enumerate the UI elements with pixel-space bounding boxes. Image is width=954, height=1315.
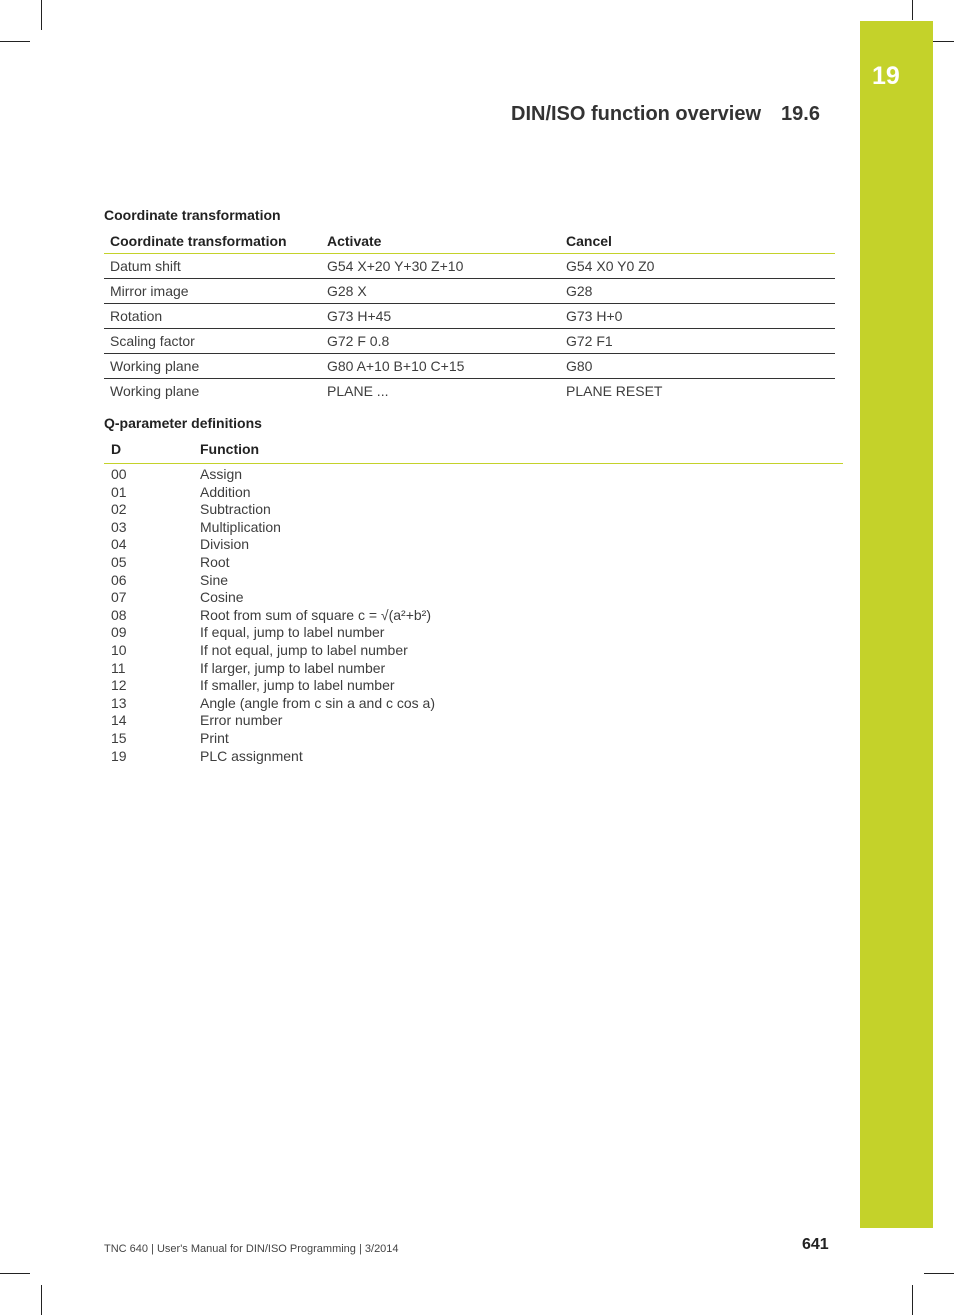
d-code: 13 <box>111 694 127 711</box>
d-code: 03 <box>111 518 127 535</box>
d-code: 19 <box>111 747 127 764</box>
table-cell: G80 <box>560 354 835 379</box>
d-code: 02 <box>111 501 127 518</box>
footer-text: TNC 640 | User's Manual for DIN/ISO Programming | 3/2014 <box>104 1243 399 1255</box>
table-cell: G54 X0 Y0 Z0 <box>560 254 835 279</box>
list-item <box>104 712 843 730</box>
d-code: 09 <box>111 624 127 641</box>
table-cell: PLANE RESET <box>566 383 663 399</box>
list-item <box>104 677 843 695</box>
coordinate-heading: Coordinate transformation <box>104 207 281 223</box>
table-cell: G72 F 0.8 <box>321 329 560 354</box>
crop-mark <box>41 0 42 30</box>
function-name: Division <box>200 536 250 553</box>
table-row <box>104 354 835 379</box>
list-item <box>104 660 843 678</box>
header-title: DIN/ISO function overview <box>511 103 762 125</box>
table-row <box>104 329 835 354</box>
function-name: Cosine <box>200 589 244 606</box>
d-code: 05 <box>111 553 127 570</box>
d-code: 14 <box>111 712 127 729</box>
list-item <box>104 572 843 590</box>
list-item <box>104 554 843 572</box>
column-header: Cancel <box>560 228 835 254</box>
function-name: Multiplication <box>200 518 281 535</box>
function-name: Assign <box>200 466 243 482</box>
function-name: PLC assignment <box>200 747 303 764</box>
crop-mark <box>0 1273 30 1274</box>
d-code: 11 <box>111 659 126 676</box>
table-cell: Scaling factor <box>104 329 321 354</box>
table-cell: Working plane <box>104 354 321 379</box>
table-cell: Mirror image <box>104 279 321 304</box>
list-item <box>104 536 843 554</box>
list-item <box>104 748 843 766</box>
d-code: 04 <box>111 536 127 553</box>
list-item <box>104 519 843 537</box>
function-name: Addition <box>200 483 251 500</box>
table-cell: G28 <box>560 279 835 304</box>
header-section: 19.6 <box>781 103 820 125</box>
crop-mark <box>41 1285 42 1315</box>
table-cell: G80 A+10 B+10 C+15 <box>321 354 560 379</box>
crop-mark <box>912 1285 913 1315</box>
table-cell: G54 X+20 Y+30 Z+10 <box>321 254 560 279</box>
table-cell: G72 F1 <box>560 329 835 354</box>
list-item <box>104 642 843 660</box>
list-item <box>104 730 843 748</box>
running-header <box>511 103 820 126</box>
table-cell: G28 X <box>321 279 560 304</box>
list-item <box>104 484 843 502</box>
column-header: Activate <box>321 228 560 254</box>
column-header: Coordinate transformation <box>104 228 321 254</box>
qparam-list <box>104 466 843 765</box>
chapter-number: 19 <box>872 62 900 90</box>
function-name: Root <box>200 553 230 570</box>
crop-mark <box>912 0 913 20</box>
table-header-row <box>104 228 835 254</box>
d-code: 08 <box>111 606 127 623</box>
crop-mark <box>924 1273 954 1274</box>
crop-mark <box>0 41 30 42</box>
list-item <box>104 466 843 484</box>
chapter-side-tab <box>860 21 933 1228</box>
function-name: Root from sum of square c = √(a²+b²) <box>200 606 431 623</box>
function-name: Print <box>200 729 229 746</box>
column-header: D <box>111 441 122 457</box>
table-cell: Datum shift <box>104 254 321 279</box>
function-name: If not equal, jump to label number <box>200 641 408 658</box>
d-code: 12 <box>111 677 127 694</box>
d-code: 00 <box>111 466 127 482</box>
function-name: If equal, jump to label number <box>200 624 385 641</box>
list-item <box>104 589 843 607</box>
d-code: 06 <box>111 571 127 588</box>
list-item <box>104 695 843 713</box>
list-item <box>104 501 843 519</box>
column-header: Function <box>200 441 260 457</box>
qparam-table-header <box>104 437 843 464</box>
table-row <box>104 254 835 279</box>
table-cell: G73 H+0 <box>560 304 835 329</box>
function-name: Subtraction <box>200 501 271 518</box>
list-item <box>104 624 843 642</box>
d-code: 01 <box>111 483 127 500</box>
function-name: If smaller, jump to label number <box>200 677 395 694</box>
function-name: If larger, jump to label number <box>200 659 386 676</box>
function-name: Sine <box>200 571 229 588</box>
table-row <box>104 379 835 404</box>
table-cell: Rotation <box>104 304 321 329</box>
table-row <box>104 304 835 329</box>
d-code: 07 <box>111 589 127 606</box>
table-cell: PLANE ... <box>327 383 389 399</box>
table-cell: G73 H+45 <box>321 304 560 329</box>
d-code: 15 <box>111 729 127 746</box>
function-name: Angle (angle from c sin a and c cos a) <box>200 694 436 711</box>
d-code: 10 <box>111 641 127 658</box>
table-row <box>104 279 835 304</box>
qparam-heading: Q-parameter definitions <box>104 415 262 431</box>
function-name: Error number <box>200 712 283 729</box>
coordinate-table <box>104 228 835 403</box>
table-cell: Working plane <box>110 383 200 399</box>
list-item <box>104 607 843 625</box>
page-number: 641 <box>802 1236 829 1253</box>
